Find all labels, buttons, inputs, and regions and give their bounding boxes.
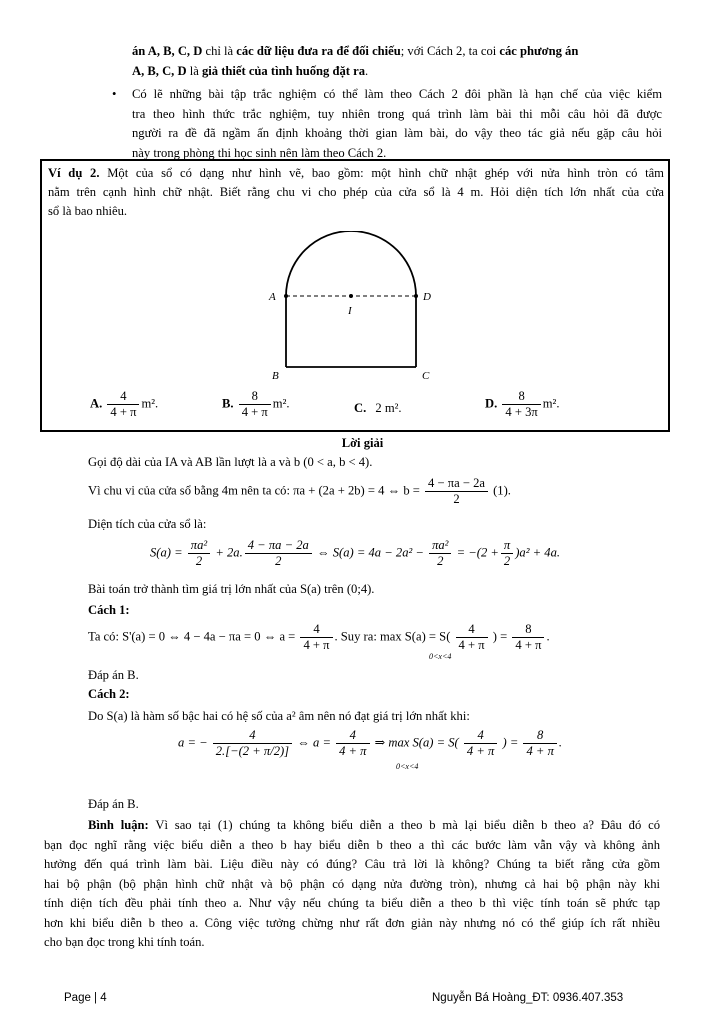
f-part: S(a) = bbox=[150, 545, 183, 560]
l2-fraction bbox=[425, 476, 488, 507]
intro-line-2: A, B, C, D là giả thiết của tình huống đặt ra. bbox=[132, 64, 369, 78]
frac-num: πa² bbox=[429, 538, 451, 554]
c1-frac bbox=[512, 622, 544, 653]
c2-part: a = − bbox=[178, 735, 208, 750]
option-c bbox=[354, 401, 402, 416]
max-subscript: 0<x<4 bbox=[396, 762, 419, 771]
frac-den: 4 + 3π bbox=[505, 405, 538, 419]
f-part: )a² + 4a. bbox=[515, 545, 561, 560]
frac-num: 8 bbox=[523, 728, 556, 744]
comment-line: cho bạn đọc trong khi tính toán. bbox=[44, 935, 205, 949]
option-b-fraction bbox=[239, 389, 271, 420]
comment-line: hơn khi biểu diễn b theo a. Công việc tưởng chừng như rất đơn giản này nhưng nó có thể giúp ích rất nhiều bbox=[44, 915, 660, 930]
frac-den: 4 + π bbox=[466, 744, 495, 758]
commentary bbox=[44, 816, 660, 953]
option-a-unit: m². bbox=[141, 396, 159, 411]
answer-2: Đáp án B. bbox=[88, 797, 139, 811]
frac-den: 2 bbox=[275, 554, 282, 568]
solution-line-1: Gọi độ dài của IA và AB lần lượt là a và b (0 < a, b < 4). bbox=[88, 455, 373, 469]
frac-num: 4 bbox=[213, 728, 292, 744]
option-c-label: C. bbox=[354, 401, 367, 415]
option-c-value: 2 m². bbox=[375, 401, 402, 415]
frac-num: π bbox=[501, 538, 513, 554]
option-d-unit: m². bbox=[542, 396, 560, 411]
option-a-label: A. bbox=[90, 396, 103, 411]
bullet-line: này trong phòng thi học sinh nên làm theo Cách 2. bbox=[132, 145, 387, 160]
frac-den: 4 + π bbox=[339, 744, 367, 758]
c2-part: ⇔ a = bbox=[297, 735, 331, 750]
frac-num: 4 − πa − 2a bbox=[425, 476, 488, 492]
solution-title: Lời giải bbox=[341, 436, 384, 450]
comment-line: tính diện tích đều phải tính theo a. Như vậy nếu chúng ta biểu diễn a theo b thì việc tính toán sẽ phức tạp bbox=[44, 896, 660, 910]
frac-num: πa² bbox=[188, 538, 210, 554]
l2-pre: Vì chu vi của cửa sổ bằng 4m nên ta có: πa + (2a + 2b) = 4 ⇔ b = bbox=[88, 483, 420, 498]
c1-part: . Suy ra: max S(a) = S( bbox=[334, 629, 451, 644]
frac-den: 2.[−(2 + π/2)] bbox=[215, 744, 290, 758]
frac-num: 4 bbox=[300, 622, 332, 638]
area-formula bbox=[150, 538, 560, 569]
f-part: ⇔ S(a) = 4a − 2a² − bbox=[316, 545, 424, 560]
c2-part: . bbox=[558, 735, 563, 750]
option-d-label: D. bbox=[485, 396, 498, 411]
frac-den: 4 + π bbox=[458, 638, 485, 652]
frac-num: 8 bbox=[512, 622, 544, 638]
frac-den: 2 bbox=[453, 492, 460, 506]
frac-den: 4 + π bbox=[110, 405, 137, 419]
option-b-label: B. bbox=[222, 396, 234, 411]
f-frac bbox=[501, 538, 513, 569]
page-number: Page | 4 bbox=[64, 992, 107, 1004]
comment-line: hai bộ phận (bộ phận hình chữ nhật và bộ phận có dạng nửa đường tròn), nhưng cả hai bộ phận này khi bbox=[44, 876, 660, 891]
frac-num: 8 bbox=[239, 389, 271, 405]
c2-frac bbox=[523, 728, 556, 759]
point-a bbox=[284, 294, 288, 298]
bullet-line: • Có lẽ những bài tập trắc nghiệm có thể làm theo Cách 2 đôi phần là hạn chế của việc kiểm bbox=[132, 87, 662, 101]
label-b: B bbox=[272, 370, 279, 381]
comment-text: Vì sao tại (1) chúng ta không biểu diễn a theo b mà lại biểu diễn b theo a? Đâu đó có bbox=[148, 818, 660, 832]
answer-1: Đáp án B. bbox=[88, 668, 139, 682]
frac-num: 4 bbox=[464, 728, 497, 744]
frac-den: 4 + π bbox=[515, 638, 542, 652]
frac-den: 2 bbox=[195, 554, 203, 568]
example-text-2: nằm trên cạnh hình chữ nhật. Biết rằng chu vi cho phép của cửa sổ là 4 m. Hỏi diện tích lớn nhất của cửa bbox=[48, 185, 664, 199]
example-statement: Một của sổ có dạng như hình vẽ, bao gồm: một hình chữ nhật ghép với nửa hình tròn có tâm bbox=[99, 166, 664, 180]
frac-den: 2 bbox=[437, 554, 444, 568]
c2-part: ⇒ max S(a) = S( bbox=[374, 735, 459, 750]
solution-line-2 bbox=[88, 476, 511, 507]
c2-part: ) = bbox=[502, 735, 519, 750]
c1-frac bbox=[456, 622, 488, 653]
author-contact: Nguyễn Bá Hoàng_ĐT: 0936.407.353 bbox=[432, 992, 624, 1004]
frac-den: 4 + π bbox=[303, 638, 330, 652]
c2-frac bbox=[464, 728, 497, 759]
method-2-formula bbox=[178, 728, 563, 771]
frac-num: 4 − πa − 2a bbox=[245, 538, 312, 554]
option-b bbox=[222, 389, 290, 420]
label-d: D bbox=[423, 291, 431, 303]
solution-line-5: Bài toán trở thành tìm giá trị lớn nhất của S(a) trên (0;4). bbox=[88, 582, 375, 596]
method-1-title: Cách 1: bbox=[88, 603, 130, 617]
solution-line-3: Diện tích của cửa sổ là: bbox=[88, 517, 207, 531]
f-part: = −(2 + bbox=[456, 545, 499, 560]
option-a bbox=[90, 389, 158, 420]
option-d-fraction bbox=[502, 389, 540, 420]
f-part: + 2a. bbox=[215, 545, 243, 560]
comment-label: Bình luận: bbox=[88, 818, 149, 832]
intro-bullet bbox=[132, 85, 662, 163]
f-frac bbox=[429, 538, 451, 569]
comment-line: bạn đọc nghĩ rằng việc biểu diễn a theo b hay biểu diễn b theo a thì các bước làm vẫn vậy và không ảnh bbox=[44, 837, 660, 852]
example-box bbox=[40, 159, 670, 432]
l2-post: (1). bbox=[489, 483, 511, 498]
option-b-unit: m². bbox=[272, 396, 290, 411]
example-text-3: sổ là bao nhiêu. bbox=[48, 204, 128, 218]
method-1-line bbox=[88, 622, 550, 661]
frac-den: 4 + π bbox=[526, 744, 554, 758]
frac-den: 2 bbox=[503, 554, 511, 568]
point-i bbox=[349, 294, 353, 298]
frac-num: 4 bbox=[456, 622, 488, 638]
option-d bbox=[485, 389, 560, 420]
method-2-line: Do S(a) là hàm số bậc hai có hệ số của a² âm nên nó đạt giá trị lớn nhất khi: bbox=[88, 709, 470, 723]
bullet-line: tra theo hình thức trắc nghiệm, tuy nhiên trong quá trình làm bài thi mỗi câu hỏi đã được bbox=[132, 106, 662, 121]
window-figure bbox=[262, 231, 462, 381]
label-i: I bbox=[348, 305, 352, 317]
semicircle-arc bbox=[286, 231, 416, 296]
example-label: Ví dụ 2. bbox=[48, 166, 100, 180]
frac-num: 4 bbox=[336, 728, 369, 744]
point-d bbox=[414, 294, 418, 298]
label-c: C bbox=[422, 370, 430, 381]
method-2-title: Cách 2: bbox=[88, 687, 130, 701]
c2-frac bbox=[336, 728, 369, 759]
frac-num: 8 bbox=[502, 389, 540, 405]
comment-line bbox=[44, 816, 660, 836]
c1-part: Ta có: S'(a) = 0 ⇔ 4 − 4a − πa = 0 ⇔ a = bbox=[88, 629, 296, 644]
comment-line: hưởng đến quá trình làm bài. Liệu điều này có đúng? Câu trả lời là không? Chúng ta biết rằng cửa gồm bbox=[44, 857, 660, 871]
c1-part: ) = bbox=[492, 629, 508, 644]
example-text-1 bbox=[48, 164, 664, 184]
f-frac bbox=[245, 538, 312, 569]
f-frac bbox=[188, 538, 210, 569]
frac-num: 4 bbox=[107, 389, 139, 405]
frac-den: 4 + π bbox=[241, 405, 268, 419]
intro-line-1: án A, B, C, D chỉ là các dữ liệu đưa ra để đối chiếu; với Cách 2, ta coi các phương án bbox=[132, 44, 579, 58]
c1-part: . bbox=[546, 629, 550, 644]
label-a: A bbox=[269, 291, 276, 303]
bullet-line: người ra đề đã ngầm ấn định khoảng thời gian làm bài, do vậy theo tác giả nếu gặp câu hỏi bbox=[132, 126, 662, 140]
c1-frac bbox=[300, 622, 332, 653]
max-subscript: 0<x<4 bbox=[429, 652, 452, 661]
option-a-fraction bbox=[107, 389, 139, 420]
c2-frac bbox=[213, 728, 292, 759]
